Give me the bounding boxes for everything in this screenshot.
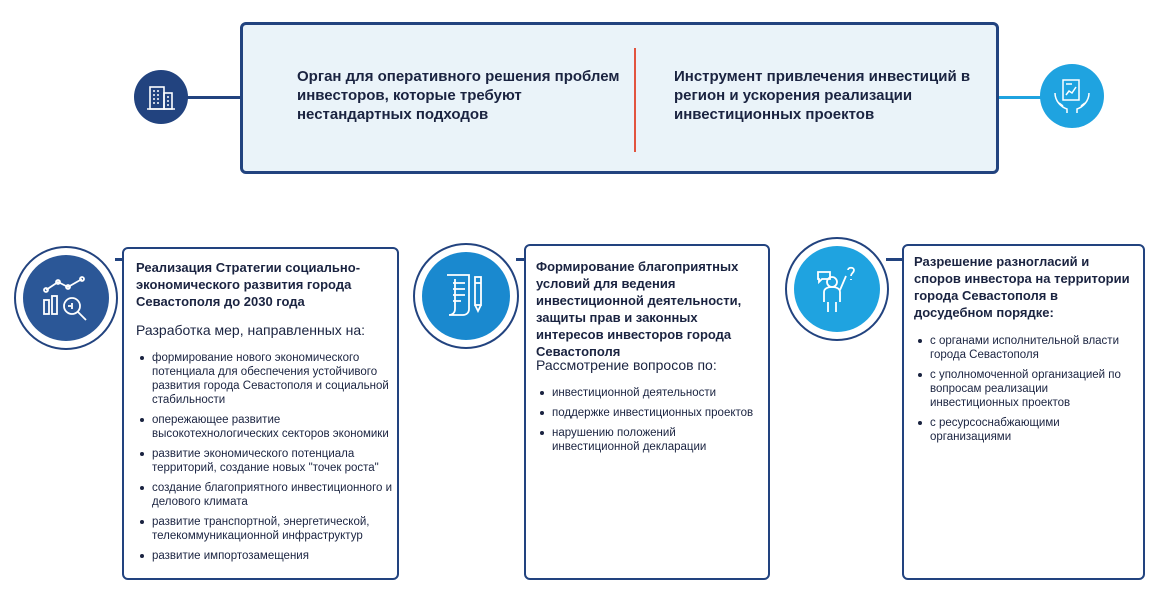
building-icon-circle bbox=[134, 70, 188, 124]
list-item: формирование нового экономического потенциала для обеспечения устойчивого развития города Севастополя и социальной стабильности bbox=[138, 351, 393, 407]
card2-list bbox=[538, 386, 763, 460]
top-divider bbox=[634, 48, 636, 152]
list-item: с органами исполнительной власти города Севастополя bbox=[916, 334, 1136, 362]
card-strategy bbox=[122, 247, 399, 580]
chart-magnifier-icon bbox=[38, 270, 94, 326]
list-item: создание благоприятного инвестиционного и делового климата bbox=[138, 481, 393, 509]
list-item: опережающее развитие высокотехнологических секторов экономики bbox=[138, 413, 393, 441]
list-item: с ресурсоснабжающими организациями bbox=[916, 416, 1136, 444]
card3-icon-circle bbox=[794, 246, 880, 332]
card1-icon-circle bbox=[23, 255, 109, 341]
person-question-icon bbox=[810, 262, 864, 316]
list-item: развитие экономического потенциала территорий, создание новых "точек роста" bbox=[138, 447, 393, 475]
card-disputes bbox=[902, 244, 1145, 580]
building-icon bbox=[145, 81, 177, 113]
card3-title: Разрешение разногласий и споров инвестора на территории города Севастополя в досудебном порядке: bbox=[914, 254, 1130, 320]
card2-icon-circle bbox=[422, 252, 510, 340]
card1-icon-outer-ring bbox=[14, 246, 118, 350]
top-info-box bbox=[240, 22, 999, 174]
card1-title: Реализация Стратегии социально-экономического развития города Севастополя до 2030 года bbox=[136, 260, 361, 309]
list-item: инвестиционной деятельности bbox=[538, 386, 763, 400]
hands-document-icon-circle bbox=[1040, 64, 1104, 128]
card3-list bbox=[916, 334, 1136, 450]
top-right-text: Инструмент привлечения инвестиций в регион и ускорения реализации инвестиционных проектов bbox=[674, 68, 971, 123]
card2-subtitle: Рассмотрение вопросов по: bbox=[536, 357, 717, 373]
list-item: нарушению положений инвестиционной декларации bbox=[538, 426, 763, 454]
card-conditions bbox=[524, 244, 770, 580]
card1-list bbox=[138, 351, 393, 569]
document-pen-icon bbox=[439, 269, 493, 323]
list-item: поддержке инвестиционных проектов bbox=[538, 406, 763, 420]
connector-line-left bbox=[186, 96, 242, 99]
card2-title: Формирование благоприятных условий для ведения инвестиционной деятельности, защиты прав и законных интересов инвесторов города Севастополя bbox=[536, 259, 742, 359]
connector-line-right bbox=[997, 96, 1043, 99]
card1-subtitle: Разработка мер, направленных на: bbox=[136, 322, 366, 338]
list-item: развитие импортозамещения bbox=[138, 549, 393, 563]
card2-icon-outer-ring bbox=[413, 243, 519, 349]
list-item: с уполномоченной организацией по вопросам реализации инвестиционных проектов bbox=[916, 368, 1136, 410]
hands-document-icon bbox=[1051, 75, 1093, 117]
card3-icon-outer-ring bbox=[785, 237, 889, 341]
list-item: развитие транспортной, энергетической, телекоммуникационной инфраструктур bbox=[138, 515, 393, 543]
top-left-text: Орган для оперативного решения проблем инвесторов, которые требуют нестандартных подходов bbox=[297, 68, 620, 123]
